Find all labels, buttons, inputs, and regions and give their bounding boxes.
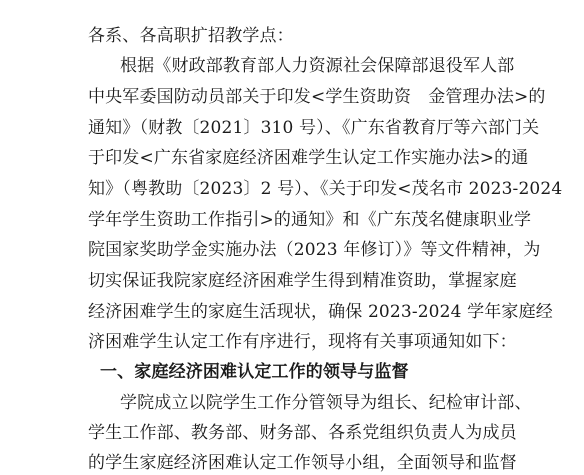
paragraph-1-line-9: 经济困难学生的家庭生活现状，确保 2023-2024 学年家庭经 [88,302,553,322]
paragraph-2-line-3: 的学生家庭经济困难认定工作领导小组，全面领导和监督 [88,453,517,473]
paragraph-2-line-1: 学院成立以院学生工作分管领导为组长、纪检审计部、 [120,393,532,413]
paragraph-1-line-8: 切实保证我院家庭经济困难学生得到精准资助，掌握家庭 [88,271,517,291]
paragraph-1-line-10: 济困难学生认定工作有序进行，现将有关事项通知如下： [88,332,517,352]
section-heading: 一、家庭经济困难认定工作的领导与监督 [100,362,409,382]
paragraph-1-line-5: 知》（粤教助〔2023〕2 号）、《关于印发<茂名市 2023-2024 [88,179,563,199]
intro-line: 各系、各高职扩招教学点： [88,26,294,46]
paragraph-1-line-1: 根据《财政部教育部人力资源社会保障部退役军人部 [120,56,515,76]
paragraph-1-line-3: 通知》（财教〔2021〕310 号）、《广东省教育厅等六部门关 [88,118,540,138]
paragraph-1-line-6: 学年学生资助工作指引>的通知》和《广东茂名健康职业学 [88,210,532,230]
paragraph-2-line-2: 学生工作部、教务部、财务部、各系党组织负责人为成员 [88,423,517,443]
paragraph-1-line-7: 院国家奖助学金实施办法（2023 年修订）》等文件精神，为 [88,240,541,260]
paragraph-1-line-2: 中央军委国防动员部关于印发<学生资助资 金管理办法>的 [88,87,546,107]
paragraph-1-line-4: 于印发<广东省家庭经济困难学生认定工作实施办法>的通 [88,148,529,168]
